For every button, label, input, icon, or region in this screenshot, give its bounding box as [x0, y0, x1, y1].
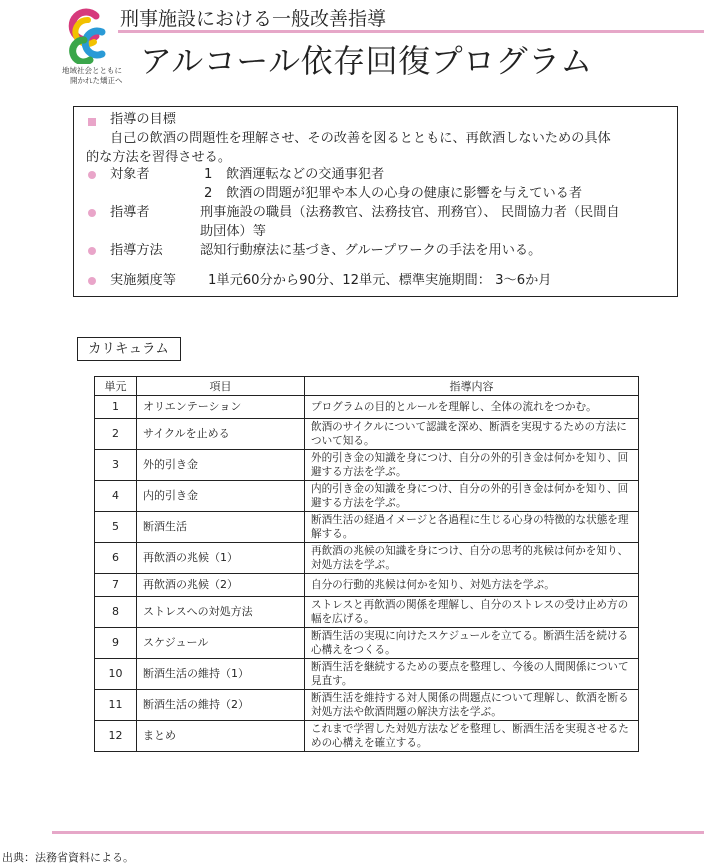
method-label: 指導方法 [110, 243, 163, 258]
unit-cell: 8 [95, 597, 137, 628]
instructor-text-line-2: 助団体）等 [200, 224, 266, 239]
content-cell: ストレスと再飲酒の関係を理解し、自分のストレスの受け止め方の幅を広げる。 [305, 597, 639, 628]
table-row [95, 628, 639, 659]
table-row [95, 721, 639, 752]
curriculum-label: カリキュラム [77, 337, 181, 361]
program-overview-box [73, 106, 678, 297]
content-cell: プログラムの目的とルールを理解し、全体の流れをつかむ。 [305, 396, 639, 419]
item-cell: 再飲酒の兆候（1） [137, 543, 305, 574]
item-cell: まとめ [137, 721, 305, 752]
content-cell: 外的引き金の知識を身につけ、自分の外的引き金は何かを知り、回避する方法を学ぶ。 [305, 450, 639, 481]
frequency-text: 1単元60分から90分、12単元、標準実施期間： 3～6か月 [208, 273, 552, 288]
table-row [95, 574, 639, 597]
table-row [95, 481, 639, 512]
content-cell: 断酒生活の実現に向けたスケジュールを立てる。断酒生活を続ける心構えをつくる。 [305, 628, 639, 659]
instructor-text-line-1: 刑事施設の職員（法務教官、法務技官、刑務官）、 民間協力者（民間自 [200, 205, 620, 220]
bullet-square-icon [88, 118, 96, 126]
item-cell: スケジュール [137, 628, 305, 659]
method-text: 認知行動療法に基づき、グループワークの手法を用いる。 [200, 243, 542, 258]
content-cell: 再飲酒の兆候の知識を身につけ、自分の思考的兆候は何かを知り、対処方法を学ぶ。 [305, 543, 639, 574]
bullet-dot-icon [88, 171, 96, 179]
footer-divider [52, 831, 704, 834]
header-unit: 単元 [95, 377, 137, 396]
bullet-dot-icon [88, 277, 96, 285]
table-header-row [95, 377, 639, 396]
unit-cell: 5 [95, 512, 137, 543]
curriculum-table [94, 376, 639, 752]
frequency-label: 実施頻度等 [110, 273, 176, 288]
target-2-number: 2 [204, 186, 213, 201]
table-row [95, 396, 639, 419]
goal-label: 指導の目標 [110, 112, 176, 127]
header-content: 指導内容 [305, 377, 639, 396]
content-cell: 内的引き金の知識を身につけ、自分の外的引き金は何かを知り、回避する方法を学ぶ。 [305, 481, 639, 512]
content-cell: 自分の行動的兆候は何かを知り、対処方法を学ぶ。 [305, 574, 639, 597]
title-divider [118, 30, 704, 33]
goal-text-line-2: 的な方法を習得させる。 [86, 150, 232, 165]
unit-cell: 12 [95, 721, 137, 752]
target-1-number: 1 [204, 167, 213, 182]
table-row [95, 597, 639, 628]
item-cell: 外的引き金 [137, 450, 305, 481]
logo-caption: 地域社会とともに 開かれた矯正へ [62, 66, 123, 85]
unit-cell: 1 [95, 396, 137, 419]
table-row [95, 690, 639, 721]
item-cell: 再飲酒の兆候（2） [137, 574, 305, 597]
item-cell: サイクルを止める [137, 419, 305, 450]
table-row [95, 450, 639, 481]
unit-cell: 6 [95, 543, 137, 574]
content-cell: 断酒生活の経過イメージと各過程に生じる心身の特徴的な状態を理解する。 [305, 512, 639, 543]
bullet-dot-icon [88, 209, 96, 217]
goal-text-line-1: 自己の飲酒の問題性を理解させ、その改善を図るとともに、再飲酒しないための具体 [110, 131, 611, 146]
page-title: アルコール依存回復プログラム [140, 42, 593, 80]
item-cell: 内的引き金 [137, 481, 305, 512]
unit-cell: 4 [95, 481, 137, 512]
table-row [95, 512, 639, 543]
page-subtitle: 刑事施設における一般改善指導 [120, 8, 387, 30]
target-2-text: 飲酒の問題が犯罪や本人の心身の健康に影響を与えている者 [226, 186, 583, 201]
content-cell: 断酒生活を維持する対人関係の問題点について理解し、飲酒を断る対処方法や飲酒問題の解決方法を学ぶ。 [305, 690, 639, 721]
item-cell: 断酒生活の維持（2） [137, 690, 305, 721]
item-cell: ストレスへの対処方法 [137, 597, 305, 628]
unit-cell: 2 [95, 419, 137, 450]
table-row [95, 419, 639, 450]
target-1-text: 飲酒運転などの交通事犯者 [226, 167, 385, 182]
source-note: 出典：法務省資料による。 [2, 851, 134, 864]
unit-cell: 9 [95, 628, 137, 659]
unit-cell: 10 [95, 659, 137, 690]
unit-cell: 11 [95, 690, 137, 721]
table-row [95, 543, 639, 574]
unit-cell: 7 [95, 574, 137, 597]
unit-cell: 3 [95, 450, 137, 481]
bullet-dot-icon [88, 247, 96, 255]
item-cell: 断酒生活 [137, 512, 305, 543]
logo-icon [60, 6, 120, 64]
header-item: 項目 [137, 377, 305, 396]
instructor-label: 指導者 [110, 205, 150, 220]
content-cell: 断酒生活を継続するための要点を整理し、今後の人間関係について見直す。 [305, 659, 639, 690]
target-label: 対象者 [110, 167, 150, 182]
table-row [95, 659, 639, 690]
content-cell: 飲酒のサイクルについて認識を深め、断酒を実現するための方法について知る。 [305, 419, 639, 450]
content-cell: これまで学習した対処方法などを整理し、断酒生活を実現させるための心構えを確立する。 [305, 721, 639, 752]
item-cell: オリエンテーション [137, 396, 305, 419]
item-cell: 断酒生活の維持（1） [137, 659, 305, 690]
